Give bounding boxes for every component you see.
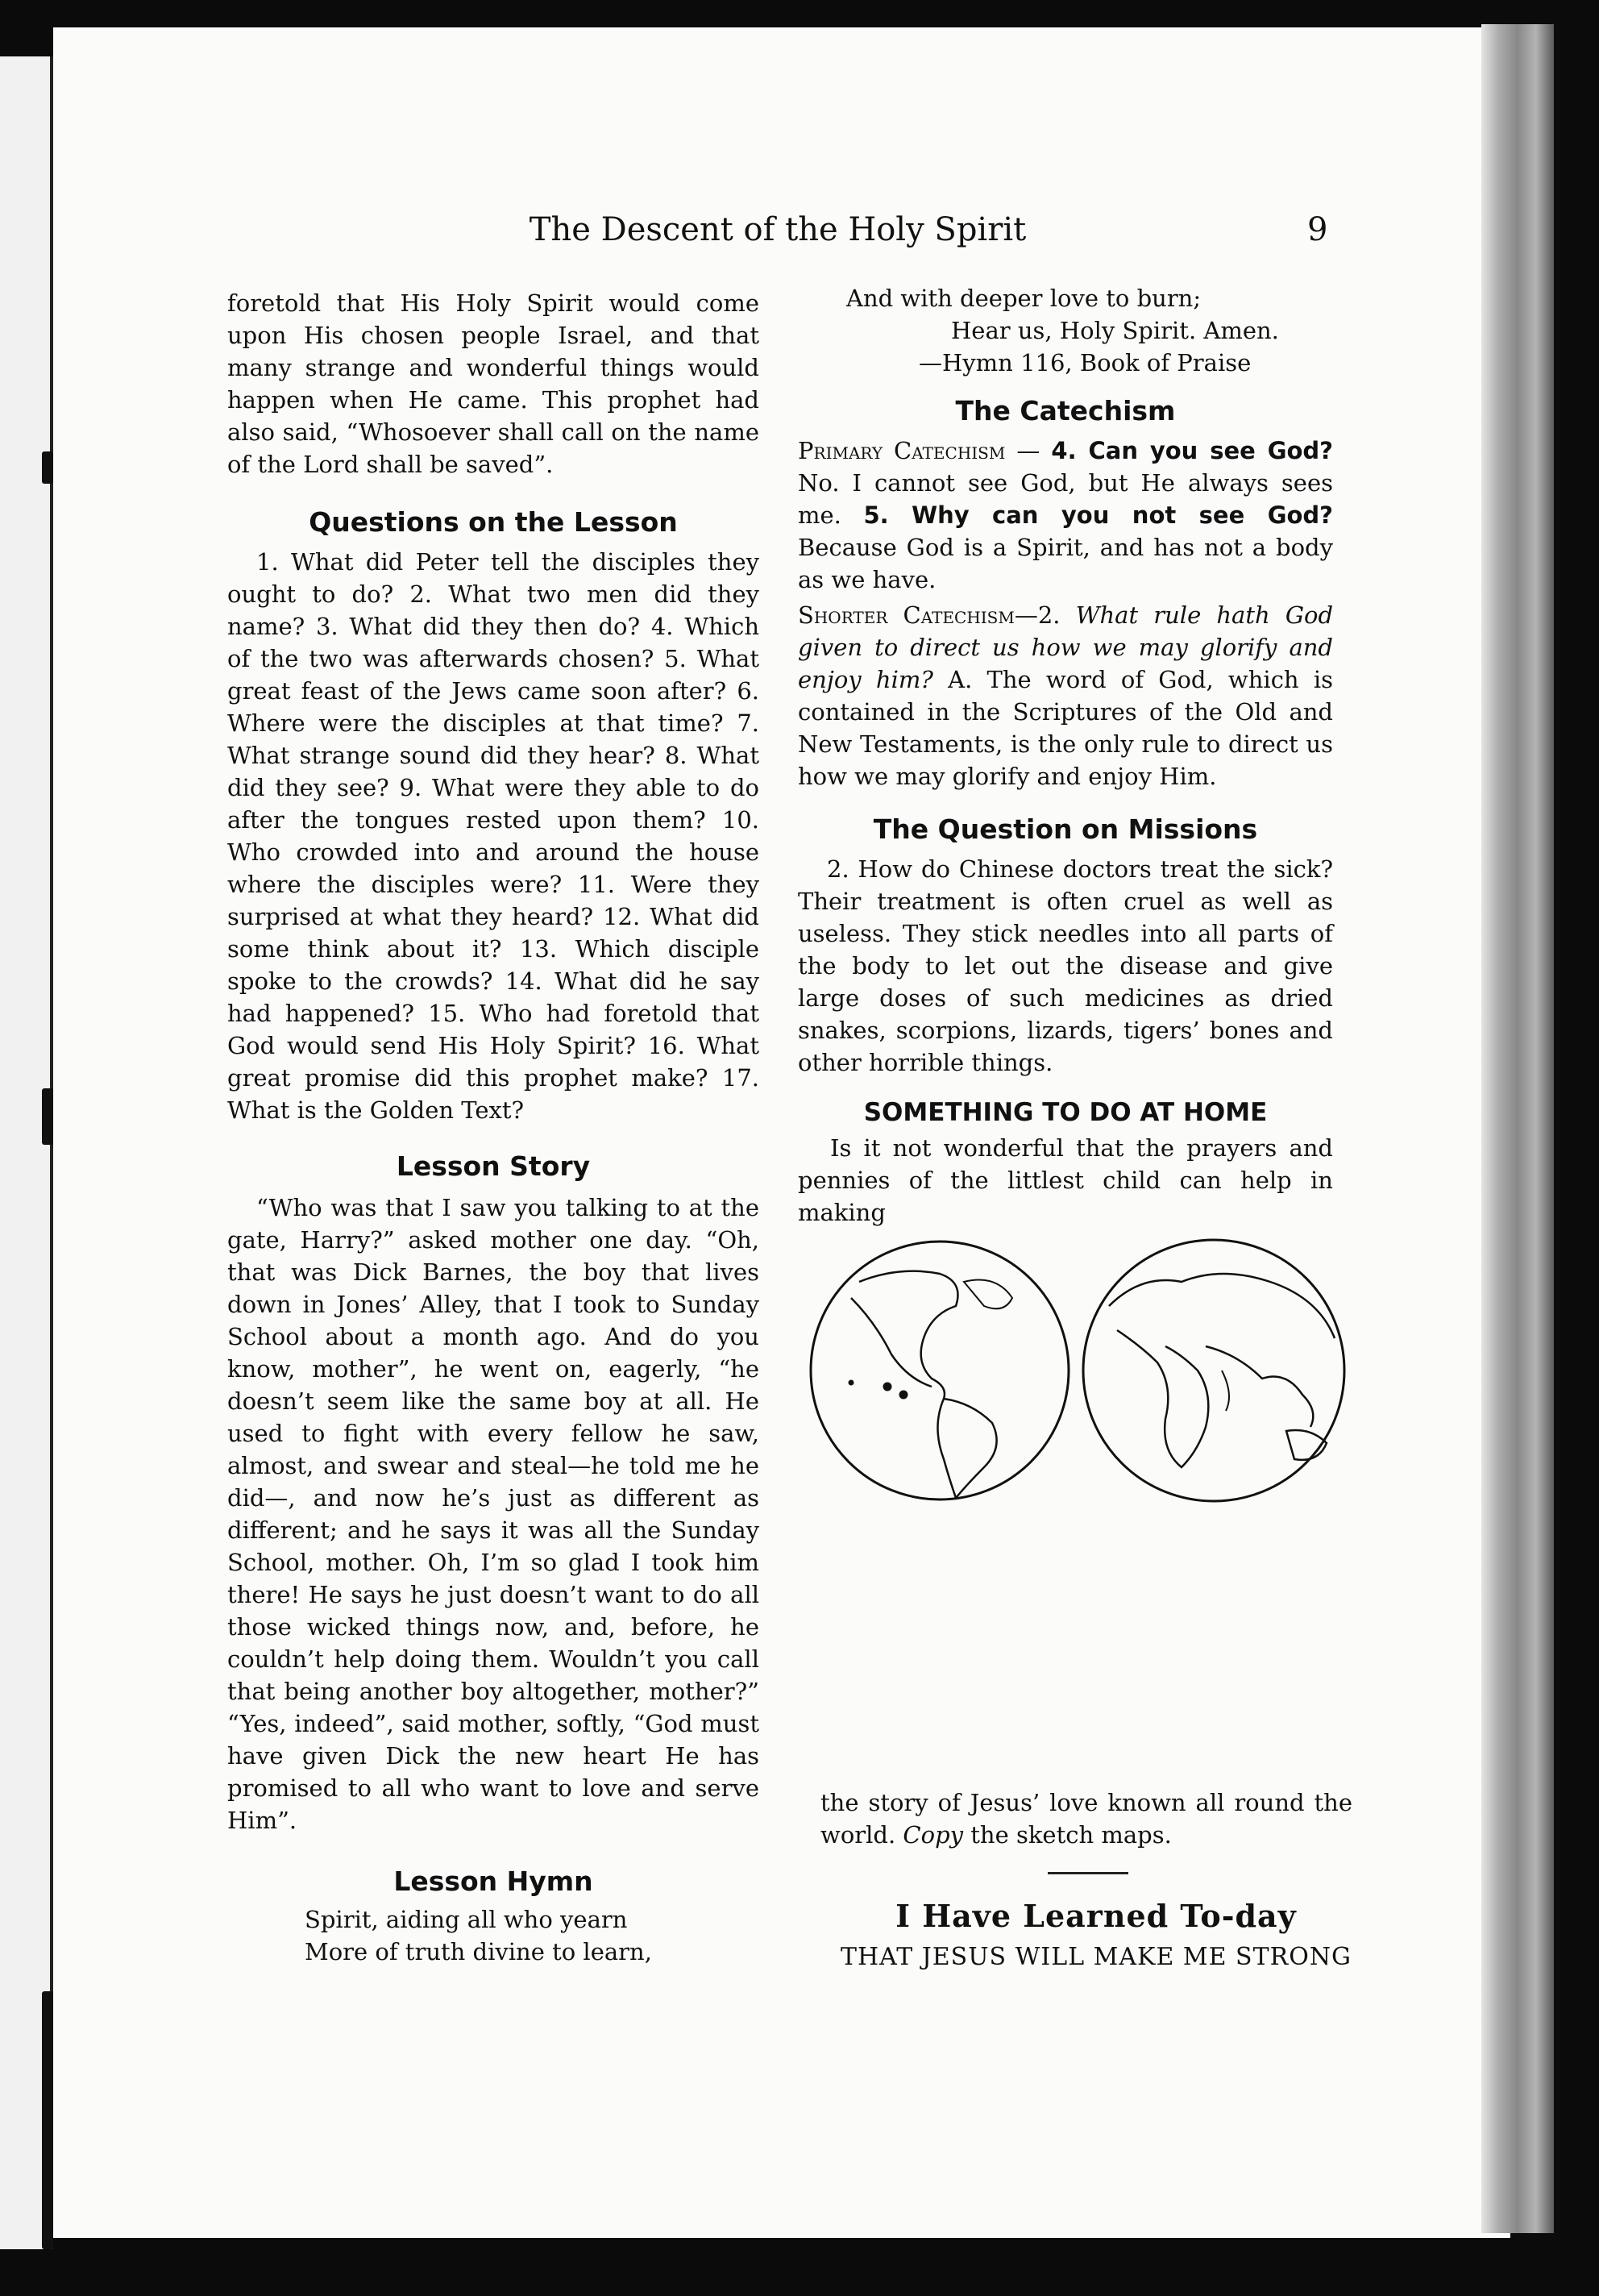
copy-word: Copy [903,1821,964,1849]
catechism-heading: The Catechism [955,395,1176,426]
shorter-catechism: Shorter Catechism—2. What rule hath God given to direct us how we may glorify and enjoy him? A. The word of God, which is contained in the Scriptures of the Old and New Testaments, is the only rule to direct us how we may glorify and enjoy Him. [798,601,1334,790]
copy-instruction: the sketch maps. [970,1821,1172,1849]
primary-question-5: 5. Why can you not see God? [863,501,1333,529]
hymn-verse [227,1903,759,1968]
shorter-catechism-number: 2. [1037,601,1061,629]
hymn-line: And with deeper love to burn; [846,285,1202,312]
primary-answer-4: No. I cannot see God, but He always sees me. [798,469,1333,529]
questions-paragraph: 1. What did Peter tell the disciples they ought to do? 2. What two men did they name? 3. What did they then do? 4. Which of the two was afterwards chosen? 5. What great feast of the Jews came soon after? 6. Where were the disciples at that time? 7. What strange sound did they hear? 8. What did they see? 9. What were they able to do after the tongues rested upon them? 10. Who crowded into and around the house where the disciples were? 11. Were they surprised at what they heard? 12. What did some think about it? 13. Which disciple spoke to the crowds? 14. What did he say had happened? 15. Who had foretold that God would send His Holy Spirit? 16. What great promise did this prophet make? 17. What is the Golden Text? [227,548,759,1124]
shorter-catechism-label: Shorter Catechism [798,601,1015,629]
left-column [227,287,759,1968]
hymn-line: Spirit, aiding all who yearn [305,1906,628,1933]
hymn-heading: Lesson Hymn [393,1866,593,1897]
page-number: 9 [1307,211,1328,248]
western-hemisphere-map [811,1242,1069,1499]
sketch-maps [803,1225,1351,1516]
hymn-continued [798,282,1333,379]
primary-question-4: 4. Can you see God? [1051,437,1334,464]
binding-mark [42,451,53,484]
home-heading: SOMETHING TO DO AT HOME [863,1098,1268,1127]
learned-statement: THAT JESUS WILL MAKE ME STRONG [841,1943,1352,1971]
running-head: The Descent of the Holy Spirit [529,211,1027,248]
hymn-line: More of truth divine to learn, [305,1938,652,1965]
shorter-question: What rule hath God given to direct us how we may glorify and enjoy him? [798,601,1334,693]
intro-paragraph: foretold that His Holy Spirit would come upon His chosen people Israel, and that many strange and wonderful things would happen when He came. This prophet had also said, “Whosoever shall call on the name of the Lord shall be saved”. [227,289,759,478]
missions-paragraph: 2. How do Chinese doctors treat the sick? Their treatment is often cruel as well as useless. They stick needles into all parts of the body to let out the disease and give large doses of such medicines as dried snakes, scorpions, lizards, tigers’ bones and other horrible things. [798,855,1333,1076]
questions-heading: Questions on the Lesson [309,506,678,538]
primary-catechism-label: Primary Catechism [798,437,1006,464]
binding-mark [42,1088,53,1145]
home-continued-paragraph [820,1786,1352,1851]
learned-heading: I Have Learned To-day [895,1898,1297,1934]
home-continued-text: the story of Jesus’ love known all round the world. [820,1789,1352,1849]
home-continued [820,1786,1352,1851]
story-paragraph: “Who was that I saw you talking to at the gate, Harry?” asked mother one day. “Oh, that was Dick Barnes, the boy that lives down in Jones’ Alley, that I took to Sunday School about a month ago. And do you know, mother”, he went on, eagerly, “he doesn’t seem like the same boy at all. He used to fight with every fellow he saw, almost, and swear and steal—he told me he did—, and now he’s just as different as different; and he says it was all the Sunday School, mother. Oh, I’m so glad I took him there! He says he just doesn’t want to do all those wicked things now, and, before, he couldn’t help doing them. Wouldn’t you call that being another boy altogether, mother?” “Yes, indeed”, said mother, softly, “God must have given Dick the new heart He has promised to all who want to love and serve Him”. [227,1194,759,1834]
primary-catechism: Primary Catechism — 4. Can you see God? No. I cannot see God, but He always sees me. 5. Why can you not see God? Because God is a Spirit, and has not a body as we have. [798,437,1334,593]
right-column [798,282,1333,1229]
shorter-answer: A. The word of God, which is contained in the Scriptures of the Old and New Testaments, is the only rule to direct us how we may glorify and enjoy Him. [798,666,1333,790]
home-paragraph: Is it not wonderful that the prayers and pennies of the littlest child can help in making [798,1134,1333,1226]
divider-rule [1048,1872,1128,1874]
primary-answer-5: Because God is a Spirit, and has not a body as we have. [798,534,1333,593]
hymn-line: Hear us, Holy Spirit. Amen. [951,317,1279,344]
eastern-hemisphere-map [1083,1240,1344,1501]
binding-mark [42,1991,53,2249]
story-heading: Lesson Story [396,1150,591,1182]
facing-page-edge [0,56,53,2249]
page-edge-stack [1481,24,1554,2233]
missions-heading: The Question on Missions [873,813,1258,845]
hymn-source: —Hymn 116, Book of Praise [919,349,1252,376]
